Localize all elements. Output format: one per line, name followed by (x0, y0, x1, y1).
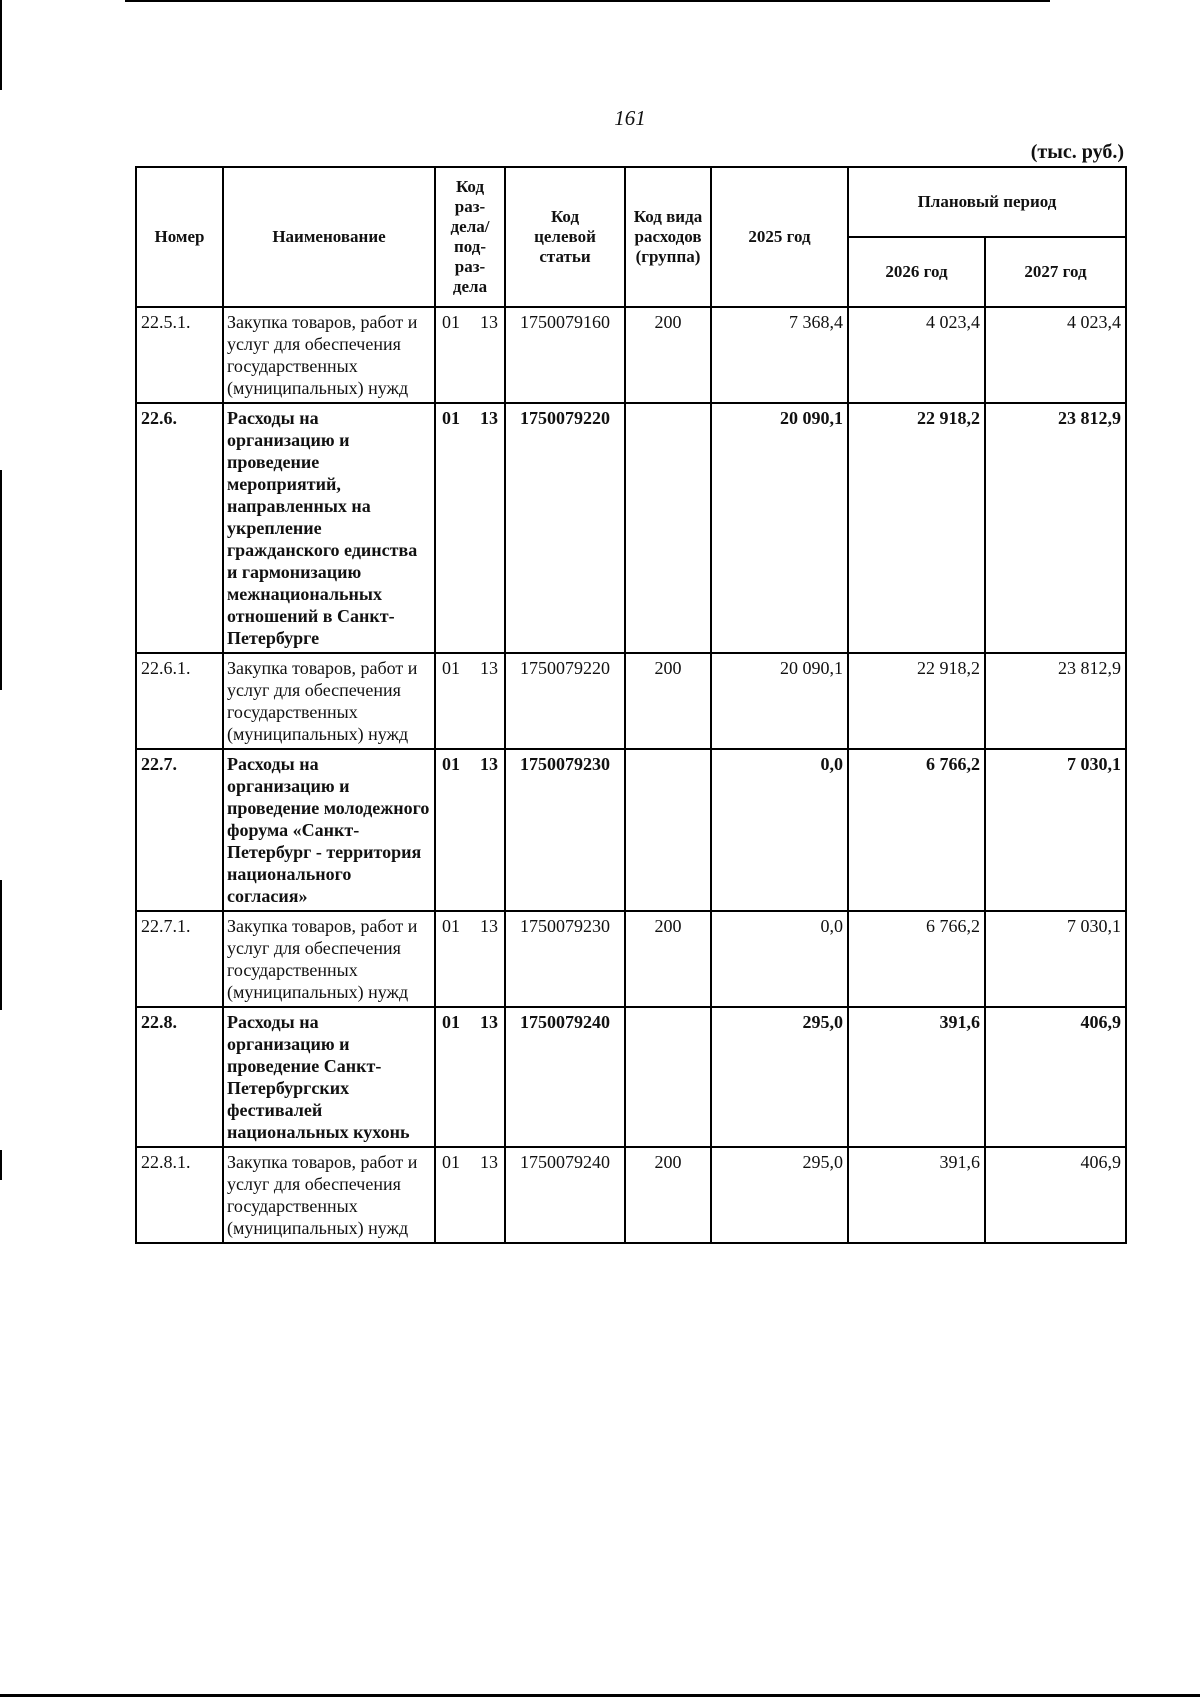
table-row (136, 1147, 1126, 1243)
row-name: Закупка товаров, работ и услуг для обеспечения государственных (муниципальных) нужд (223, 307, 435, 403)
row-value-2027: 7 030,1 (985, 749, 1126, 911)
header-target-code: Код целевой статьи (505, 167, 625, 307)
row-expense-type (625, 1007, 711, 1147)
table-header (136, 167, 1126, 307)
row-subsection: 13 (480, 754, 498, 774)
row-section-code (435, 1007, 505, 1147)
header-2026: 2026 год (848, 237, 985, 307)
unit-label: (тыс. руб.) (1030, 141, 1124, 163)
row-value-2027: 23 812,9 (985, 403, 1126, 653)
header-expense-type: Код вида расходов (группа) (625, 167, 711, 307)
row-name: Расходы на организацию и проведение Санкт-Петербургских фестивалей национальных кухонь (223, 1007, 435, 1147)
row-value-2025: 0,0 (711, 749, 848, 911)
row-value-2025: 0,0 (711, 911, 848, 1007)
row-name: Закупка товаров, работ и услуг для обеспечения государственных (муниципальных) нужд (223, 653, 435, 749)
row-subsection: 13 (480, 1152, 498, 1172)
row-value-2025: 295,0 (711, 1147, 848, 1243)
table-row (136, 403, 1126, 653)
table-row (136, 911, 1126, 1007)
row-target-code: 1750079220 (505, 653, 625, 749)
header-2025: 2025 год (711, 167, 848, 307)
row-expense-type: 200 (625, 653, 711, 749)
header-number: Номер (136, 167, 223, 307)
row-value-2025: 20 090,1 (711, 403, 848, 653)
row-section: 01 (442, 1012, 460, 1032)
row-value-2027: 4 023,4 (985, 307, 1126, 403)
row-value-2027: 406,9 (985, 1147, 1126, 1243)
row-target-code: 1750079240 (505, 1007, 625, 1147)
row-number: 22.8.1. (136, 1147, 223, 1243)
row-target-code: 1750079220 (505, 403, 625, 653)
row-subsection: 13 (480, 916, 498, 936)
header-section: Код раз- дела/ под- раз- дела (435, 167, 505, 307)
row-number: 22.6.1. (136, 653, 223, 749)
table-row (136, 307, 1126, 403)
row-section: 01 (442, 312, 460, 332)
row-subsection: 13 (480, 312, 498, 332)
row-number: 22.7.1. (136, 911, 223, 1007)
row-name: Закупка товаров, работ и услуг для обеспечения государственных (муниципальных) нужд (223, 1147, 435, 1243)
row-section: 01 (442, 408, 460, 428)
row-section-code (435, 1147, 505, 1243)
top-scan-rule (125, 0, 1050, 2)
row-expense-type (625, 403, 711, 653)
row-number: 22.7. (136, 749, 223, 911)
row-number: 22.6. (136, 403, 223, 653)
row-expense-type: 200 (625, 1147, 711, 1243)
left-scan-marks (0, 0, 3, 1697)
row-target-code: 1750079240 (505, 1147, 625, 1243)
page-number: 161 (614, 106, 646, 130)
row-subsection: 13 (480, 408, 498, 428)
row-section: 01 (442, 916, 460, 936)
row-section: 01 (442, 754, 460, 774)
row-expense-type: 200 (625, 911, 711, 1007)
row-value-2026: 391,6 (848, 1007, 985, 1147)
row-section-code (435, 653, 505, 749)
row-value-2026: 22 918,2 (848, 403, 985, 653)
row-number: 22.5.1. (136, 307, 223, 403)
header-2027: 2027 год (985, 237, 1126, 307)
table-row (136, 653, 1126, 749)
row-name: Расходы на организацию и проведение молодежного форума «Санкт-Петербург - территория национального согласия» (223, 749, 435, 911)
row-number: 22.8. (136, 1007, 223, 1147)
row-subsection: 13 (480, 1012, 498, 1032)
row-value-2025: 20 090,1 (711, 653, 848, 749)
row-target-code: 1750079160 (505, 307, 625, 403)
row-name: Закупка товаров, работ и услуг для обеспечения государственных (муниципальных) нужд (223, 911, 435, 1007)
row-target-code: 1750079230 (505, 911, 625, 1007)
row-name: Расходы на организацию и проведение мероприятий, направленных на укрепление гражданского единства и гармонизацию межнациональных отношений в Санкт-Петербурге (223, 403, 435, 653)
row-value-2025: 295,0 (711, 1007, 848, 1147)
row-subsection: 13 (480, 658, 498, 678)
table-body (136, 307, 1126, 1243)
row-value-2027: 7 030,1 (985, 911, 1126, 1007)
row-section: 01 (442, 1152, 460, 1172)
row-section-code (435, 307, 505, 403)
row-expense-type: 200 (625, 307, 711, 403)
row-value-2026: 22 918,2 (848, 653, 985, 749)
table-row (136, 749, 1126, 911)
header-name: Наименование (223, 167, 435, 307)
row-value-2027: 406,9 (985, 1007, 1126, 1147)
row-section-code (435, 403, 505, 653)
row-value-2026: 391,6 (848, 1147, 985, 1243)
row-section: 01 (442, 658, 460, 678)
row-value-2026: 6 766,2 (848, 749, 985, 911)
row-value-2025: 7 368,4 (711, 307, 848, 403)
row-target-code: 1750079230 (505, 749, 625, 911)
row-value-2026: 4 023,4 (848, 307, 985, 403)
row-expense-type (625, 749, 711, 911)
budget-table (135, 166, 1127, 1244)
row-value-2026: 6 766,2 (848, 911, 985, 1007)
row-section-code (435, 911, 505, 1007)
row-value-2027: 23 812,9 (985, 653, 1126, 749)
header-planned-period: Плановый период (848, 167, 1126, 237)
row-section-code (435, 749, 505, 911)
table-row (136, 1007, 1126, 1147)
